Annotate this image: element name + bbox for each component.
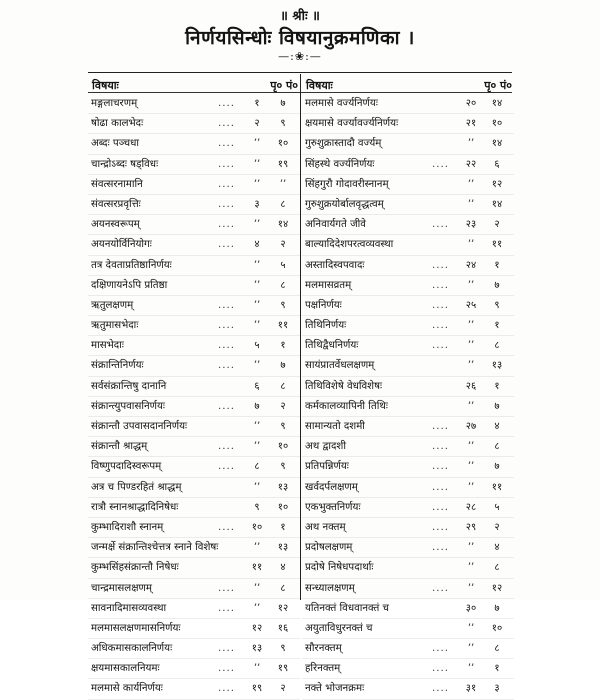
index-entry: [88, 175, 300, 195]
entry-page: ’’: [253, 158, 261, 170]
page-line-header: पृ० पं०: [484, 79, 512, 92]
entry-subject: जन्मर्क्षे संक्रान्तिश्चेत्तत्र स्नाने विशेषः: [91, 542, 219, 554]
entry-line: १३: [491, 360, 503, 372]
index-entry: [302, 437, 514, 457]
entry-leader-dots: ....: [218, 582, 235, 594]
title-ornament: —:❀:—: [278, 50, 322, 63]
index-entry: [302, 296, 514, 316]
entry-leader-dots: ....: [218, 461, 235, 473]
entry-subject: अधिकमासकालनिर्णयः: [91, 643, 173, 655]
entry-line: १०: [491, 622, 503, 634]
entry-subject: संक्रान्त्युपवासनिर्णयः: [91, 400, 165, 412]
index-entry: [302, 235, 514, 255]
entry-subject: अयुताविधुरनक्तं च: [305, 622, 373, 634]
entry-line: ४: [494, 542, 500, 554]
index-entry: [88, 94, 300, 114]
entry-leader-dots: ....: [432, 299, 449, 311]
entry-subject: हरिनक्तम्: [305, 663, 341, 675]
entry-line: ४: [280, 562, 286, 574]
entry-line: ११: [491, 481, 503, 493]
index-entry: [88, 155, 300, 175]
entry-subject: अनिवार्यगते जीवे: [305, 219, 366, 231]
entry-leader-dots: ....: [432, 421, 449, 432]
index-entry: [302, 457, 514, 477]
index-entry: [88, 619, 300, 639]
index-entry: [302, 599, 514, 619]
entry-page: ’’: [253, 542, 261, 554]
entry-subject: अब्दः पञ्चधा: [91, 138, 140, 150]
index-entry: [302, 579, 514, 599]
entry-page: ३: [254, 198, 260, 210]
entry-line: १४: [491, 98, 503, 109]
entry-line: १२: [491, 582, 503, 594]
entry-line: ९: [280, 421, 286, 432]
entry-line: १३: [277, 542, 289, 554]
entry-page: ’’: [467, 643, 475, 655]
entry-subject: मलमासे कार्यनिर्णयः: [91, 683, 163, 695]
entry-line: १९: [277, 158, 289, 170]
entry-subject: ऋतुमासभेदाः: [91, 320, 139, 332]
index-entry: [88, 679, 300, 699]
entry-subject: बाल्यादिदेशपरत्वव्यवस्था: [305, 239, 394, 251]
entry-page: ’’: [467, 441, 475, 453]
entry-line: ४: [494, 421, 500, 432]
entry-subject: सायंप्रातर्वेधलक्षणम्: [305, 360, 375, 372]
entry-line: १२: [491, 178, 503, 190]
index-entry: [88, 599, 300, 619]
index-entry: [302, 538, 514, 558]
entry-page: ५: [254, 340, 260, 352]
index-entry: [302, 679, 514, 699]
index-entry: [88, 538, 300, 558]
entry-line: ९: [280, 643, 286, 655]
index-entry: [302, 175, 514, 195]
entry-page: २६: [465, 380, 477, 392]
index-entry: [88, 356, 300, 376]
entry-page: ’’: [253, 360, 261, 372]
entry-line: ८: [494, 340, 500, 352]
index-entry: [88, 457, 300, 477]
entry-leader-dots: ....: [218, 158, 235, 170]
right-index-column: [302, 94, 514, 700]
entry-page: ’’: [253, 441, 261, 453]
index-entry: [302, 619, 514, 639]
entry-page: ’’: [467, 360, 475, 372]
entry-page: ७: [254, 400, 260, 412]
entry-subject: रात्रौ स्नानश्राद्धादिनिषेधः: [91, 501, 179, 513]
index-entry: [302, 518, 514, 538]
entry-page: ’’: [467, 279, 475, 291]
entry-page: ’’: [253, 602, 261, 614]
entry-line: १३: [277, 481, 289, 493]
entry-leader-dots: ....: [218, 178, 235, 190]
entry-line: २: [280, 683, 286, 695]
index-entry: [302, 498, 514, 518]
entry-line: ११: [491, 239, 503, 251]
entry-page: ’’: [253, 178, 261, 190]
entry-line: १: [494, 380, 500, 392]
entry-line: ६: [494, 158, 500, 170]
entry-line: ८: [494, 562, 500, 574]
entry-page: ’’: [467, 340, 475, 352]
entry-page: १: [254, 98, 260, 109]
entry-leader-dots: ....: [432, 259, 449, 271]
entry-line: १०: [277, 501, 289, 513]
entry-page: ’’: [253, 582, 261, 594]
entry-page: ’’: [253, 299, 261, 311]
page-line-header: पृ० पं०: [270, 79, 298, 92]
entry-subject: गुरुशुक्रयोर्बालवृद्धत्वम्: [305, 198, 384, 210]
index-entry: [302, 639, 514, 659]
entry-leader-dots: ....: [218, 219, 235, 231]
entry-subject: चान्द्रोऽब्दः षड्विधः: [91, 158, 159, 170]
entry-subject: सौरनक्तम्: [305, 643, 342, 655]
entry-subject: सावनादिमासव्यवस्था: [91, 602, 167, 614]
entry-subject: संक्रान्तौ श्राद्धम्: [91, 441, 148, 453]
entry-line: १४: [277, 219, 289, 231]
entry-page: ’’: [467, 320, 475, 332]
entry-page: २३: [465, 219, 477, 231]
entry-leader-dots: ....: [432, 158, 449, 170]
left-column-header: [92, 78, 304, 92]
entry-leader-dots: ....: [218, 602, 235, 614]
entry-subject: अथ द्वादशी: [305, 441, 347, 453]
entry-leader-dots: ....: [432, 441, 449, 453]
index-entry: [88, 114, 300, 134]
entry-line: ८: [494, 441, 500, 453]
entry-leader-dots: ....: [218, 643, 235, 655]
entry-page: ३०: [465, 602, 477, 614]
entry-line: १६: [277, 622, 289, 634]
index-entry: [302, 659, 514, 679]
entry-subject: मलमासव्रतम्: [305, 279, 352, 291]
entry-subject: पक्षनिर्णयः: [305, 299, 342, 311]
entry-line: ९: [280, 118, 286, 130]
entry-leader-dots: ....: [432, 320, 449, 332]
entry-subject: यतिनक्तं विधवानक्तं च: [305, 602, 390, 614]
page-title: निर्णयसिन्धोः विषयानुक्रमणिका ।: [185, 27, 415, 49]
entry-page: ’’: [467, 481, 475, 493]
entry-subject: अत्र च पिण्डरहितं श्राद्धम्: [91, 481, 182, 493]
entry-subject: संवत्सरप्रवृत्तिः: [91, 198, 141, 210]
entry-leader-dots: ....: [218, 521, 235, 533]
entry-page: १९: [251, 683, 263, 695]
subject-header: विषयाः: [306, 79, 333, 92]
entry-leader-dots: ....: [432, 582, 449, 594]
entry-line: ’’: [279, 178, 287, 190]
entry-page: ८: [254, 461, 260, 473]
index-entry: [88, 235, 300, 255]
table-top-rule: [88, 72, 512, 73]
entry-leader-dots: ....: [218, 663, 235, 675]
entry-leader-dots: ....: [218, 340, 235, 352]
entry-page: २७: [465, 421, 477, 432]
index-entry: [88, 498, 300, 518]
index-entry: [302, 114, 514, 134]
index-entry: [302, 356, 514, 376]
entry-subject: क्षयमासकालनियमः: [91, 663, 160, 675]
entry-subject: तिथिनिर्णयः: [305, 320, 347, 332]
entry-leader-dots: ....: [218, 320, 235, 332]
entry-page: ’’: [467, 461, 475, 473]
entry-line: १९: [277, 663, 289, 675]
entry-line: ८: [280, 198, 286, 210]
entry-page: ’’: [467, 400, 475, 412]
index-entry: [88, 256, 300, 276]
entry-subject: प्रतिपन्निर्णयः: [305, 461, 349, 473]
index-entry: [302, 417, 514, 437]
entry-line: ९: [280, 461, 286, 473]
index-entry: [88, 397, 300, 417]
index-entry: [302, 94, 514, 114]
entry-leader-dots: ....: [218, 118, 235, 130]
entry-page: ९: [254, 501, 260, 513]
entry-line: ८: [494, 643, 500, 655]
entry-line: ७: [280, 98, 286, 109]
entry-subject: मङ्गलाचरणम्: [91, 98, 138, 109]
entry-subject: संक्रान्तौ उपवासदाननिर्णयः: [91, 421, 188, 432]
entry-line: १: [280, 521, 286, 533]
entry-line: २: [494, 521, 500, 533]
entry-leader-dots: ....: [218, 138, 235, 150]
index-entry: [302, 215, 514, 235]
entry-line: २: [280, 400, 286, 412]
right-column-header: [306, 78, 518, 92]
entry-subject: प्रदोषलक्षणम्: [305, 542, 353, 554]
entry-line: ७: [280, 360, 286, 372]
entry-page: ’’: [253, 481, 261, 493]
entry-subject: सामान्यतो दशमी: [305, 421, 365, 432]
index-entry: [302, 195, 514, 215]
entry-page: ११: [251, 562, 263, 574]
left-index-column: [88, 94, 300, 700]
entry-page: ’’: [253, 259, 261, 271]
entry-subject: अथ नक्तम्: [305, 521, 346, 533]
entry-page: ’’: [253, 320, 261, 332]
entry-line: ९: [280, 299, 286, 311]
index-entry: [88, 316, 300, 336]
index-entry: [88, 134, 300, 154]
entry-subject: सिंहगुरौ गोदावरीस्नानम्: [305, 178, 389, 190]
index-entry: [88, 195, 300, 215]
entry-page: २०: [465, 98, 477, 109]
column-divider: [300, 74, 301, 600]
entry-subject: संवत्सरनामानि: [91, 178, 143, 190]
entry-line: ८: [280, 380, 286, 392]
index-entry: [88, 579, 300, 599]
index-entry: [88, 336, 300, 356]
entry-leader-dots: ....: [218, 441, 235, 453]
index-entry: [88, 518, 300, 538]
entry-line: ९: [494, 299, 500, 311]
index-entry: [88, 558, 300, 578]
entry-page: ४: [254, 239, 260, 251]
entry-leader-dots: ....: [432, 481, 449, 493]
entry-line: ७: [494, 400, 500, 412]
entry-leader-dots: ....: [432, 501, 449, 513]
index-entry: [88, 417, 300, 437]
entry-page: ६: [254, 380, 260, 392]
entry-page: ’’: [253, 421, 261, 432]
entry-subject: कुम्भसिंहसंक्रान्तौ निषेधः: [91, 562, 179, 574]
entry-page: ’’: [467, 562, 475, 574]
entry-leader-dots: ....: [218, 98, 235, 109]
entry-subject: नक्ते भोजनक्रमः: [305, 683, 365, 695]
entry-page: ३१: [465, 683, 477, 695]
entry-leader-dots: ....: [218, 299, 235, 311]
index-entry: [88, 437, 300, 457]
entry-subject: कर्मकालव्यापिनी तिथिः: [305, 400, 388, 412]
entry-line: १२: [277, 602, 289, 614]
entry-subject: तत्र देवताप्रतिष्ठानिर्णयः: [91, 259, 172, 271]
entry-page: २५: [465, 299, 477, 311]
entry-subject: सिंहस्थे वर्ज्यनिर्णयः: [305, 158, 375, 170]
entry-line: २: [280, 239, 286, 251]
entry-page: २: [254, 118, 260, 130]
entry-page: ’’: [467, 239, 475, 251]
entry-line: १: [280, 340, 286, 352]
entry-subject: अयनयोर्विनियोगः: [91, 239, 152, 251]
entry-line: ३: [494, 683, 500, 695]
entry-subject: मलमासलक्षणमासनिर्णयः: [91, 622, 181, 634]
entry-line: ८: [280, 279, 286, 291]
entry-page: १२: [251, 622, 263, 634]
entry-leader-dots: ....: [218, 239, 235, 251]
entry-page: २२: [465, 158, 477, 170]
entry-line: ५: [280, 259, 286, 271]
entry-page: २८: [465, 501, 477, 513]
entry-line: १: [494, 663, 500, 675]
entry-subject: चान्द्रमासलक्षणम्: [91, 582, 152, 594]
entry-page: ’’: [467, 542, 475, 554]
entry-line: ११: [277, 320, 289, 332]
entry-line: ८: [280, 582, 286, 594]
entry-subject: सर्वसंक्रान्तिषु दानानि: [91, 380, 167, 392]
entry-leader-dots: ....: [218, 400, 235, 412]
entry-leader-dots: ....: [432, 219, 449, 231]
entry-leader-dots: ....: [218, 198, 235, 210]
entry-subject: एकभुक्तनिर्णयः: [305, 501, 361, 513]
entry-page: ’’: [253, 138, 261, 150]
entry-page: १०: [251, 521, 263, 533]
index-entry: [302, 276, 514, 296]
entry-subject: तिथिविशेषे वेधविशेषः: [305, 380, 383, 392]
entry-line: १०: [491, 118, 503, 130]
index-entry: [302, 256, 514, 276]
entry-leader-dots: ....: [218, 360, 235, 372]
entry-subject: तिथिद्वैधनिर्णयः: [305, 340, 359, 352]
index-entry: [88, 478, 300, 498]
index-entry: [88, 215, 300, 235]
index-entry: [88, 296, 300, 316]
entry-subject: अयनस्वरूपम्: [91, 219, 140, 231]
entry-subject: क्षयमासे वर्ज्यावर्ज्यनिर्णयः: [305, 118, 399, 130]
entry-leader-dots: ....: [432, 461, 449, 473]
entry-subject: प्रदोषे निषेधपदार्थाः: [305, 562, 374, 574]
entry-leader-dots: ....: [218, 683, 235, 695]
entry-page: २९: [465, 521, 477, 533]
entry-subject: ऋतुलक्षणम्: [91, 299, 134, 311]
entry-page: ’’: [467, 198, 475, 210]
entry-subject: मासभेदाः: [91, 340, 124, 352]
entry-page: ’’: [467, 582, 475, 594]
entry-page: ’’: [253, 279, 261, 291]
index-entry: [88, 276, 300, 296]
entry-line: १४: [491, 138, 503, 150]
entry-subject: षोढा कालभेदः: [91, 118, 144, 130]
index-entry: [302, 336, 514, 356]
entry-subject: विष्णुपदादिस्वरूपम्: [91, 461, 162, 473]
entry-line: ७: [494, 279, 500, 291]
index-entry: [302, 397, 514, 417]
entry-leader-dots: ....: [432, 683, 449, 695]
entry-leader-dots: ....: [432, 279, 449, 291]
entry-leader-dots: ....: [432, 521, 449, 533]
entry-line: १०: [277, 138, 289, 150]
entry-line: ५: [494, 501, 500, 513]
entry-page: १३: [251, 643, 263, 655]
entry-page: २४: [465, 259, 477, 271]
invocation-heading: ॥ श्रीः ॥: [280, 9, 320, 24]
entry-line: १: [494, 320, 500, 332]
entry-subject: कुम्भादिराशौ स्नानम्: [91, 521, 164, 533]
entry-subject: खर्वदर्पलक्षणम्: [305, 481, 358, 493]
entry-page: ’’: [467, 138, 475, 150]
entry-subject: गुरुशुक्रास्तादौ वर्ज्यम्: [305, 138, 382, 150]
index-entry: [88, 639, 300, 659]
subject-header: विषयाः: [92, 79, 119, 92]
entry-subject: दक्षिणायनेऽपि प्रतिष्ठा: [91, 279, 168, 291]
entry-line: ७: [494, 602, 500, 614]
entry-line: १४: [491, 198, 503, 210]
index-entry: [302, 155, 514, 175]
index-entry: [302, 478, 514, 498]
entry-leader-dots: ....: [432, 643, 449, 655]
entry-subject: मलमासे वर्ज्यनिर्णयः: [305, 98, 378, 109]
entry-leader-dots: ....: [432, 340, 449, 352]
index-entry: [88, 377, 300, 397]
index-entry: [302, 377, 514, 397]
index-entry: [302, 558, 514, 578]
index-entry: [302, 316, 514, 336]
entry-page: ’’: [467, 622, 475, 634]
entry-leader-dots: ....: [432, 663, 449, 675]
entry-page: ’’: [467, 178, 475, 190]
entry-line: १०: [277, 441, 289, 453]
entry-page: ’’: [253, 663, 261, 675]
index-entry: [88, 659, 300, 679]
index-entry: [302, 134, 514, 154]
entry-page: ’’: [253, 219, 261, 231]
entry-page: ’’: [467, 663, 475, 675]
entry-line: १: [494, 259, 500, 271]
entry-line: ७: [494, 461, 500, 473]
entry-leader-dots: ....: [432, 542, 449, 554]
entry-subject: संक्रान्तिनिर्णयः: [91, 360, 144, 372]
entry-page: २१: [465, 118, 477, 130]
entry-subject: सन्ध्यालक्षणम्: [305, 582, 355, 594]
entry-line: २: [494, 219, 500, 231]
entry-subject: अस्तादिस्वपवादः: [305, 259, 365, 271]
